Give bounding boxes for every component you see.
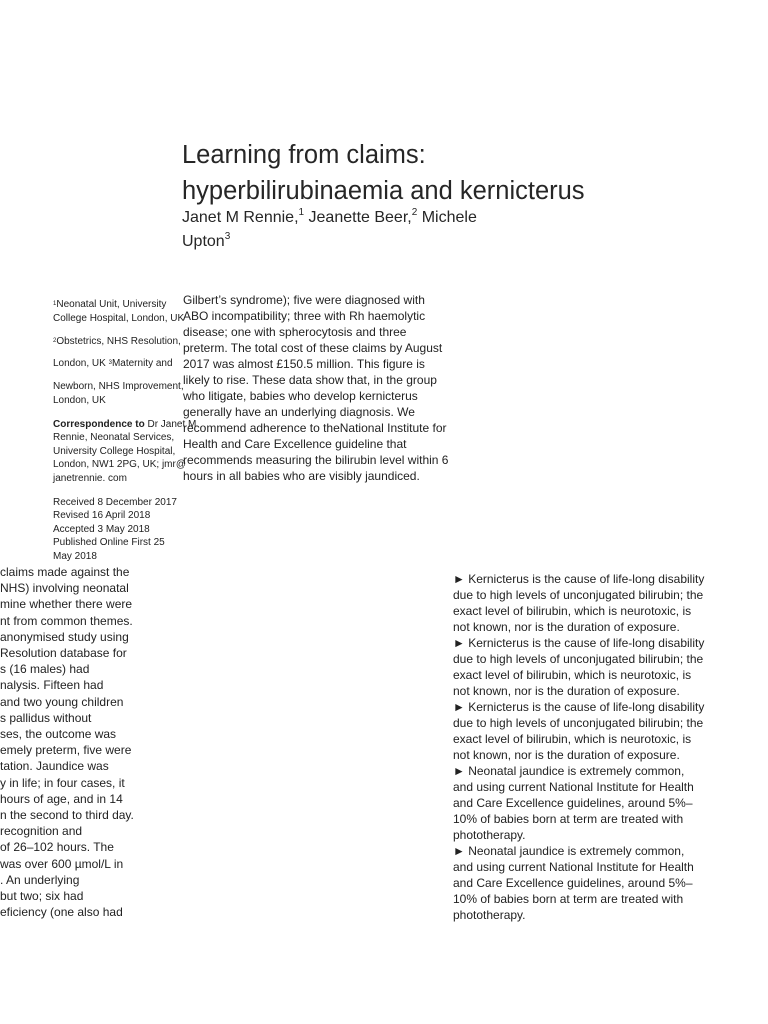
affiliation-1-line-1: Neonatal Unit, University <box>56 299 167 310</box>
key-message-line: 10% of babies born at term are treated with <box>453 892 684 906</box>
clipped-line: of 26–102 hours. The <box>0 840 114 855</box>
abstract-continuation <box>183 292 453 484</box>
author-sup-3: 3 <box>224 231 231 242</box>
title-line-2: hyperbilirubinaemia and kernicterus <box>182 177 585 206</box>
accepted-date: Accepted 3 May 2018 <box>53 523 150 535</box>
correspondence-line-4: London, NW1 2PG, UK; jmr@ <box>53 459 186 471</box>
key-message-line: ► Kernicterus is the cause of life-long disability <box>453 636 705 650</box>
abstract-line: disease; one with spherocytosis and three <box>183 325 407 339</box>
affiliation-2-line-1: Obstetrics, NHS Resolution, <box>56 336 181 348</box>
affiliation-2 <box>53 335 203 370</box>
key-message-line: not known, nor is the duration of exposure. <box>453 620 680 634</box>
key-messages <box>453 571 753 923</box>
abstract-line: recommends measuring the bilirubin level within 6 <box>183 453 449 467</box>
article-title <box>182 137 742 209</box>
affiliation-1 <box>53 298 203 325</box>
clipped-line: and two young children <box>0 694 124 709</box>
correspondence-line-5: janetrennie. com <box>53 472 127 484</box>
clipped-line: but two; six had <box>0 889 84 904</box>
abstract-clipped-column <box>0 564 150 920</box>
author-michele: Michele <box>417 209 477 226</box>
correspondence <box>53 418 203 486</box>
key-message-item <box>453 699 753 763</box>
author-sup-1: 1 <box>298 207 305 218</box>
clipped-line: ses, the outcome was <box>0 727 117 742</box>
key-message-line: and using current National Institute for Health <box>453 780 694 794</box>
affiliation-3-line-1: Maternity and <box>111 357 173 369</box>
key-message-item <box>453 571 753 635</box>
author-line-1 <box>182 206 542 230</box>
clipped-line: tation. Jaundice was <box>0 759 109 774</box>
published-date-line-2: May 2018 <box>53 550 97 562</box>
clipped-line: mine whether there were <box>0 597 133 612</box>
key-message-line: ► Kernicterus is the cause of life-long disability <box>453 700 705 714</box>
affiliations-sidebar <box>53 298 203 564</box>
author-rennie: Janet M Rennie, <box>182 209 299 226</box>
article-history <box>53 496 203 564</box>
title-line-1: Learning from claims: <box>182 141 426 170</box>
key-message-line: and Care Excellence guidelines, around 5%– <box>453 876 693 890</box>
clipped-line: eficiency (one also had <box>0 905 123 920</box>
revised-date: Revised 16 April 2018 <box>53 510 151 522</box>
received-date: Received 8 December 2017 <box>53 496 177 508</box>
abstract-line: Gilbert’s syndrome); five were diagnosed with <box>183 293 425 307</box>
correspondence-line-3: University College Hospital, <box>53 445 176 457</box>
key-message-line: not known, nor is the duration of exposure. <box>453 748 680 762</box>
affiliation-2-line-2: London, UK <box>53 357 106 369</box>
affiliation-2-sup: 2 <box>53 338 57 345</box>
affiliation-3 <box>53 380 203 407</box>
clipped-line: s pallidus without <box>0 710 92 725</box>
key-message-line: due to high levels of unconjugated bilirubin; the <box>453 716 704 730</box>
clipped-line: claims made against the <box>0 565 130 579</box>
key-message-line: not known, nor is the duration of exposure. <box>453 684 680 698</box>
key-message-item <box>453 763 753 843</box>
key-message-line: and using current National Institute for Health <box>453 860 694 874</box>
abstract-line: 2017 was almost £150.5 million. This figure is <box>183 357 425 371</box>
clipped-line: s (16 males) had <box>0 662 90 677</box>
author-list <box>182 206 542 254</box>
abstract-line: Health and Care Excellence guideline that <box>183 437 407 451</box>
clipped-line: y in life; in four cases, it <box>0 775 125 790</box>
abstract-line: recommend adherence to theNational Institute for <box>183 421 447 435</box>
affiliation-3-line-2: Newborn, NHS Improvement, <box>53 381 184 393</box>
key-message-line: phototherapy. <box>453 908 526 922</box>
clipped-line: was over 600 µmol/L in <box>0 856 124 871</box>
key-message-line: 10% of babies born at term are treated with <box>453 812 684 826</box>
affiliation-1-sup: 1 <box>53 301 57 307</box>
key-message-line: exact level of bilirubin, which is neurotoxic, is <box>453 604 692 618</box>
clipped-line: recognition and <box>0 824 83 839</box>
author-line-2 <box>182 230 542 254</box>
clipped-line: nalysis. Fifteen had <box>0 678 104 693</box>
author-beer: Jeanette Beer, <box>304 209 412 226</box>
clipped-line: n the second to third day. <box>0 808 134 823</box>
correspondence-label: Correspondence to <box>53 418 145 430</box>
key-message-line: and Care Excellence guidelines, around 5%– <box>453 796 693 810</box>
key-message-line: exact level of bilirubin, which is neurotoxic, is <box>453 668 692 682</box>
abstract-line: preterm. The total cost of these claims by August <box>183 341 443 355</box>
author-upton: Upton <box>182 233 225 250</box>
affiliation-3-line-3: London, UK <box>53 394 106 406</box>
author-sup-2: 2 <box>411 207 418 218</box>
abstract-line: ABO incompatibility; three with Rh haemolytic <box>183 309 426 323</box>
key-message-line: ► Neonatal jaundice is extremely common, <box>453 764 685 778</box>
correspondence-line-2: Rennie, Neonatal Services, <box>53 432 175 444</box>
clipped-line: . An underlying <box>0 872 80 887</box>
affiliation-1-line-2: College Hospital, London, UK <box>53 312 185 324</box>
key-message-line: ► Kernicterus is the cause of life-long disability <box>453 572 705 586</box>
key-message-line: phototherapy. <box>453 828 526 842</box>
correspondence-line-1: Dr Janet M <box>144 418 197 430</box>
abstract-line: hours in all babies who are visibly jaundiced. <box>183 469 420 483</box>
abstract-line: generally have an underlying diagnosis. We <box>183 405 415 419</box>
key-message-line: ► Neonatal jaundice is extremely common, <box>453 844 685 858</box>
clipped-line: anonymised study using <box>0 629 129 644</box>
clipped-line: Resolution database for <box>0 646 127 661</box>
published-date-line-1: Published Online First 25 <box>53 537 165 549</box>
key-message-item <box>453 635 753 699</box>
abstract-line: likely to rise. These data show that, in the group <box>183 373 437 387</box>
abstract-line: who litigate, babies who develop kernicterus <box>183 389 418 403</box>
clipped-line: nt from common themes. <box>0 613 133 628</box>
clipped-line: hours of age, and in 14 <box>0 791 123 806</box>
affiliation-3-sup: 3 <box>108 359 112 366</box>
key-message-line: due to high levels of unconjugated bilirubin; the <box>453 588 704 602</box>
key-message-line: due to high levels of unconjugated bilirubin; the <box>453 652 704 666</box>
key-message-item <box>453 843 753 923</box>
clipped-line: NHS) involving neonatal <box>0 581 129 596</box>
clipped-line: emely preterm, five were <box>0 743 132 758</box>
key-message-line: exact level of bilirubin, which is neurotoxic, is <box>453 732 692 746</box>
